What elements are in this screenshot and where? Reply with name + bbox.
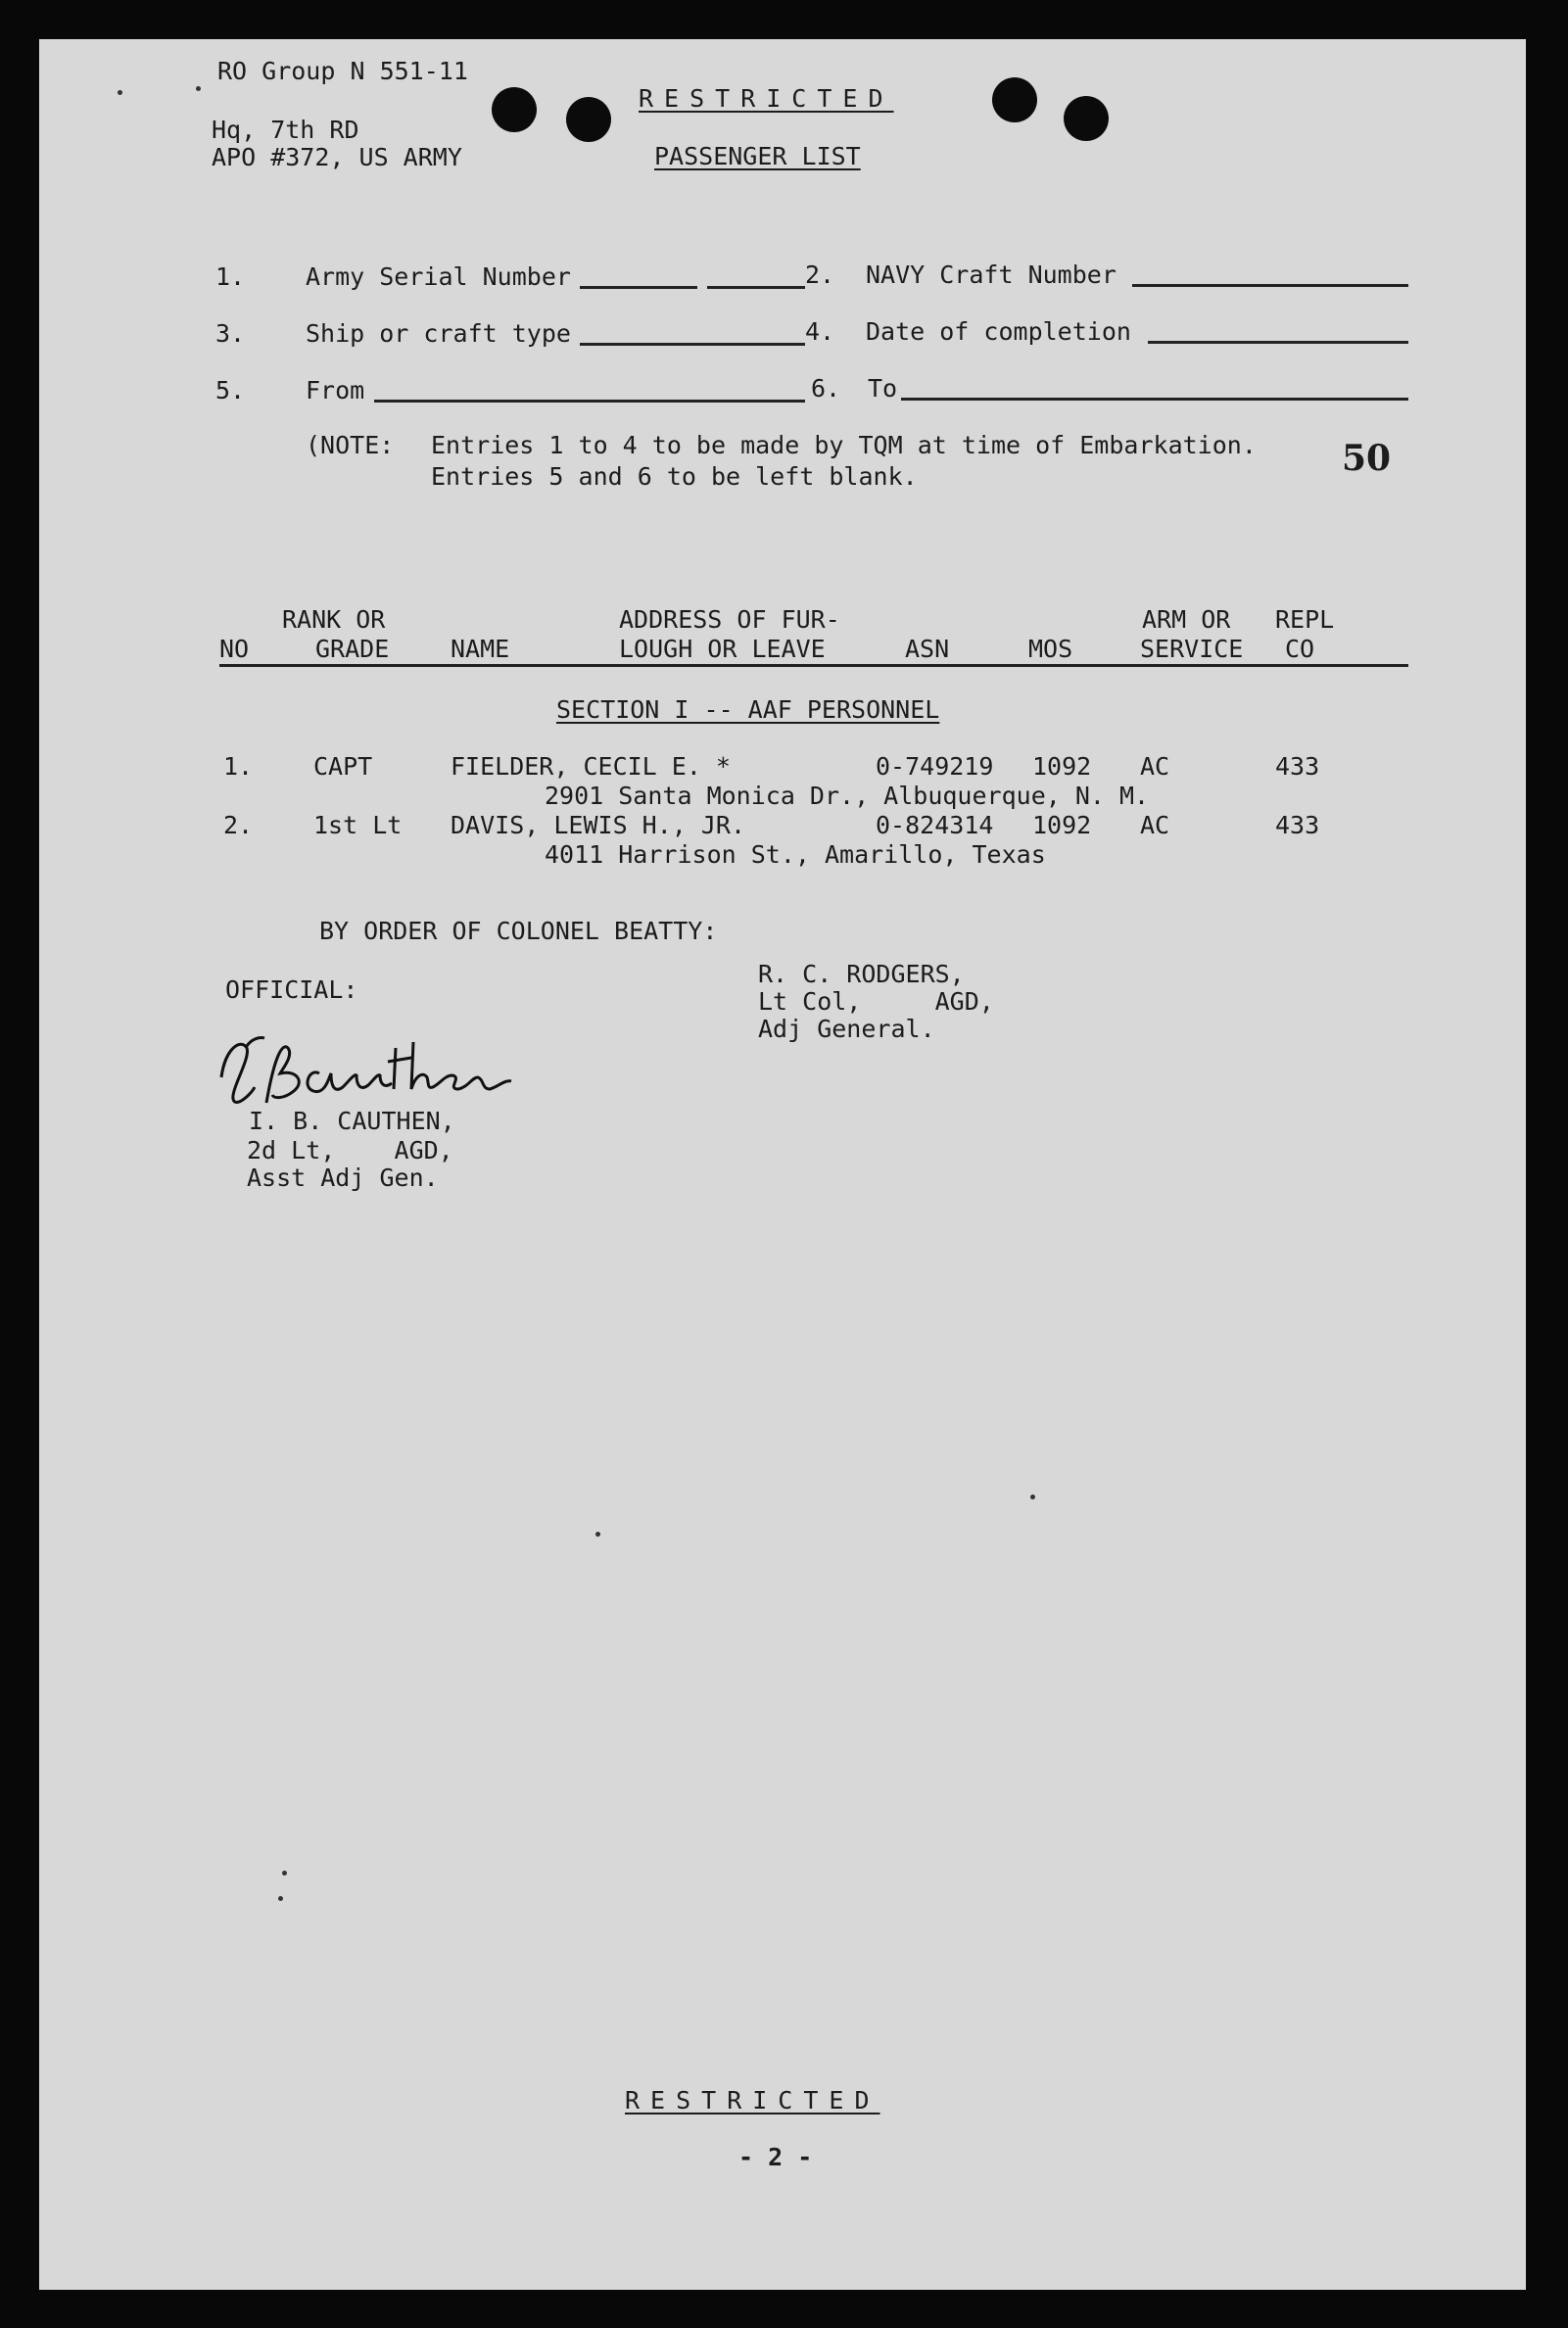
note-line-2: Entries 5 and 6 to be left blank. [431, 462, 918, 491]
to-blank [901, 398, 1408, 401]
field-number-1: 1. [215, 262, 246, 291]
signatory-right-rank: Lt Col, AGD, [758, 987, 994, 1016]
col-address-line-2: LOUGH OR LEAVE [619, 635, 826, 663]
signatory-left-rank: 2d Lt, AGD, [247, 1136, 453, 1164]
from-label: From [306, 376, 365, 404]
section-title: SECTION I -- AAF PERSONNEL [556, 695, 940, 724]
speck [282, 1871, 287, 1876]
col-asn: ASN [905, 635, 950, 663]
row-rank: CAPT [313, 752, 373, 781]
classification-header: RESTRICTED [639, 84, 894, 113]
navy-craft-number-label: NAVY Craft Number [866, 261, 1117, 289]
row-address: 4011 Harrison St., Amarillo, Texas [545, 840, 1046, 869]
order-line: BY ORDER OF COLONEL BEATTY: [319, 917, 718, 945]
row-mos: 1092 [1032, 811, 1092, 839]
col-rank-line-1: RANK OR [282, 605, 386, 634]
navy-craft-number-blank [1132, 284, 1408, 287]
from-blank [374, 400, 805, 403]
row-mos: 1092 [1032, 752, 1092, 781]
ship-craft-type-label: Ship or craft type [306, 319, 571, 348]
punch-hole [1064, 96, 1109, 141]
page-number: - 2 - [738, 2143, 813, 2171]
speck [595, 1532, 600, 1537]
signatory-left-name: I. B. CAUTHEN, [249, 1107, 455, 1135]
row-asn: 0-824314 [876, 811, 994, 839]
punch-hole [492, 87, 537, 132]
field-number-4: 4. [805, 317, 835, 346]
col-no: NO [219, 635, 250, 663]
punch-hole [992, 77, 1037, 122]
punch-hole [566, 97, 611, 142]
army-serial-number-blank [707, 286, 805, 289]
row-arm: AC [1140, 752, 1170, 781]
field-number-2: 2. [805, 261, 835, 289]
row-name: DAVIS, LEWIS H., JR. [451, 811, 746, 839]
page-mark: 50 [1342, 438, 1392, 479]
field-number-6: 6. [811, 374, 841, 403]
speck [1030, 1495, 1035, 1499]
note-label: (NOTE: [306, 431, 395, 459]
row-arm: AC [1140, 811, 1170, 839]
signatory-right-name: R. C. RODGERS, [758, 960, 965, 988]
classification-footer: RESTRICTED [625, 2086, 880, 2114]
row-asn: 0-749219 [876, 752, 994, 781]
row-no: 1. [223, 752, 254, 781]
col-repl-line-1: REPL [1275, 605, 1335, 634]
header-rule [219, 664, 1408, 667]
note-line-1: Entries 1 to 4 to be made by TQM at time of Embarkation. [431, 431, 1257, 459]
col-arm-line-2: SERVICE [1140, 635, 1244, 663]
group-reference: RO Group N 551-11 [217, 57, 468, 85]
field-number-5: 5. [215, 376, 246, 404]
document-page [39, 39, 1526, 2290]
field-number-3: 3. [215, 319, 246, 348]
row-repl: 433 [1275, 811, 1320, 839]
col-address-line-1: ADDRESS OF FUR- [619, 605, 840, 634]
signatory-right-title: Adj General. [758, 1015, 935, 1043]
handwritten-signature [212, 1019, 545, 1116]
official-label: OFFICIAL: [225, 975, 358, 1004]
col-arm-line-1: ARM OR [1142, 605, 1231, 634]
row-address: 2901 Santa Monica Dr., Albuquerque, N. M. [545, 782, 1150, 810]
row-name: FIELDER, CECIL E. * [451, 752, 731, 781]
col-name: NAME [451, 635, 510, 663]
row-repl: 433 [1275, 752, 1320, 781]
ship-craft-type-blank [580, 343, 805, 346]
col-mos: MOS [1028, 635, 1073, 663]
army-serial-number-blank [580, 286, 697, 289]
speck [118, 90, 122, 95]
row-no: 2. [223, 811, 254, 839]
speck [278, 1896, 283, 1901]
date-of-completion-blank [1148, 341, 1408, 344]
date-of-completion-label: Date of completion [866, 317, 1131, 346]
signatory-left-title: Asst Adj Gen. [247, 1164, 439, 1192]
row-rank: 1st Lt [313, 811, 403, 839]
col-rank-line-2: GRADE [315, 635, 390, 663]
hq-line-2: APO #372, US ARMY [212, 143, 462, 171]
army-serial-number-label: Army Serial Number [306, 262, 571, 291]
to-label: To [868, 374, 898, 403]
hq-line-1: Hq, 7th RD [212, 116, 359, 144]
col-repl-line-2: CO [1285, 635, 1315, 663]
document-title: PASSENGER LIST [654, 142, 861, 170]
speck [196, 86, 201, 91]
